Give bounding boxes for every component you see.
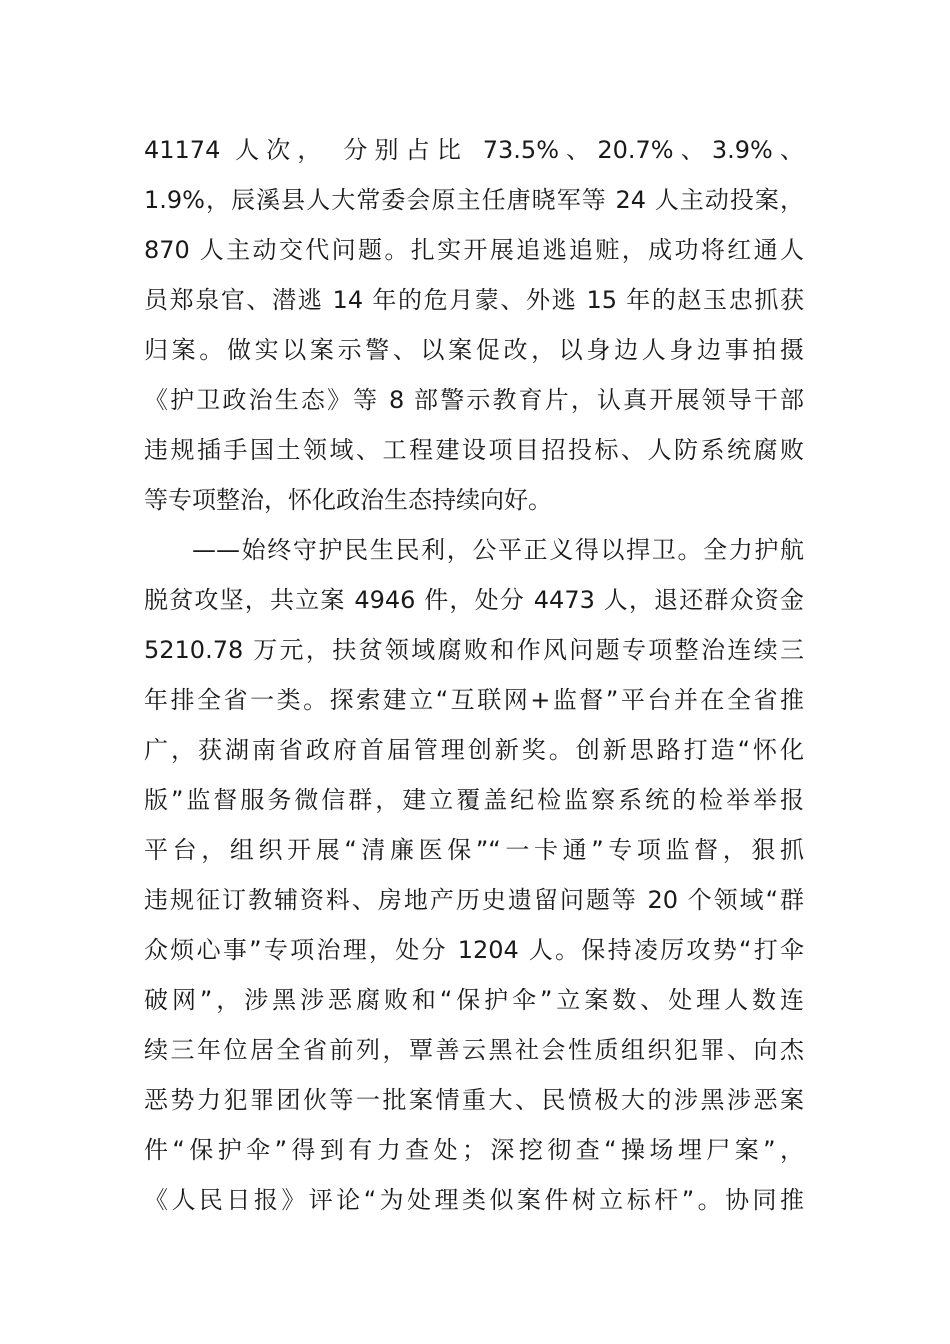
text-line-9: ——始终守护民生民利，公平正义得以捍卫。全力护航 — [192, 536, 804, 564]
text-line-17: 众烦心事”专项治理，处分 1204 人。保持凌厉攻势“打伞 — [144, 936, 804, 964]
text-line-19: 续三年位居全省前列，覃善云黑社会性质组织犯罪、向杰 — [144, 1036, 804, 1064]
text-line-13: 广，获湖南省政府首届管理创新奖。创新思路打造“怀化 — [144, 736, 804, 764]
text-line-10: 脱贫攻坚，共立案 4946 件，处分 4473 人，退还群众资金 — [144, 586, 804, 614]
text-line-18: 破网”，涉黑涉恶腐败和“保护伞”立案数、处理人数连 — [144, 986, 804, 1014]
text-line-7: 违规插手国土领域、工程建设项目招投标、人防系统腐败 — [144, 436, 804, 464]
text-line-12: 年排全省一类。探索建立“互联网+监督”平台并在全省推 — [144, 686, 804, 714]
text-line-8: 等专项整治，怀化政治生态持续向好。 — [144, 486, 552, 514]
text-line-22: 《人民日报》评论“为处理类似案件树立标杆”。协同推 — [144, 1186, 804, 1214]
text-line-14: 版”监督服务微信群，建立覆盖纪检监察系统的检举举报 — [144, 786, 804, 814]
text-line-4: 员郑泉官、潜逃 14 年的危月蒙、外逃 15 年的赵玉忠抓获 — [144, 286, 804, 314]
text-line-21: 件“保护伞”得到有力查处；深挖彻查“操场埋尸案”， — [144, 1136, 804, 1164]
text-line-11: 5210.78 万元，扶贫领域腐败和作风问题专项整治连续三 — [144, 636, 804, 664]
text-line-3: 870 人主动交代问题。扎实开展追逃追赃，成功将红通人 — [144, 236, 804, 264]
text-line-5: 归案。做实以案示警、以案促改，以身边人身边事拍摄 — [144, 336, 804, 364]
text-line-2: 1.9%，辰溪县人大常委会原主任唐晓军等 24 人主动投案， — [144, 186, 804, 214]
text-line-16: 违规征订教辅资料、房地产历史遗留问题等 20 个领域“群 — [144, 886, 804, 914]
text-line-15: 平台，组织开展“清廉医保”“一卡通”专项监督，狠抓 — [144, 836, 804, 864]
text-line-1: 41174 人次， 分别占比 73.5%、20.7%、3.9%、 — [144, 136, 804, 164]
text-line-20: 恶势力犯罪团伙等一批案情重大、民愤极大的涉黑涉恶案 — [144, 1086, 804, 1114]
text-line-6: 《护卫政治生态》等 8 部警示教育片，认真开展领导干部 — [144, 386, 804, 414]
